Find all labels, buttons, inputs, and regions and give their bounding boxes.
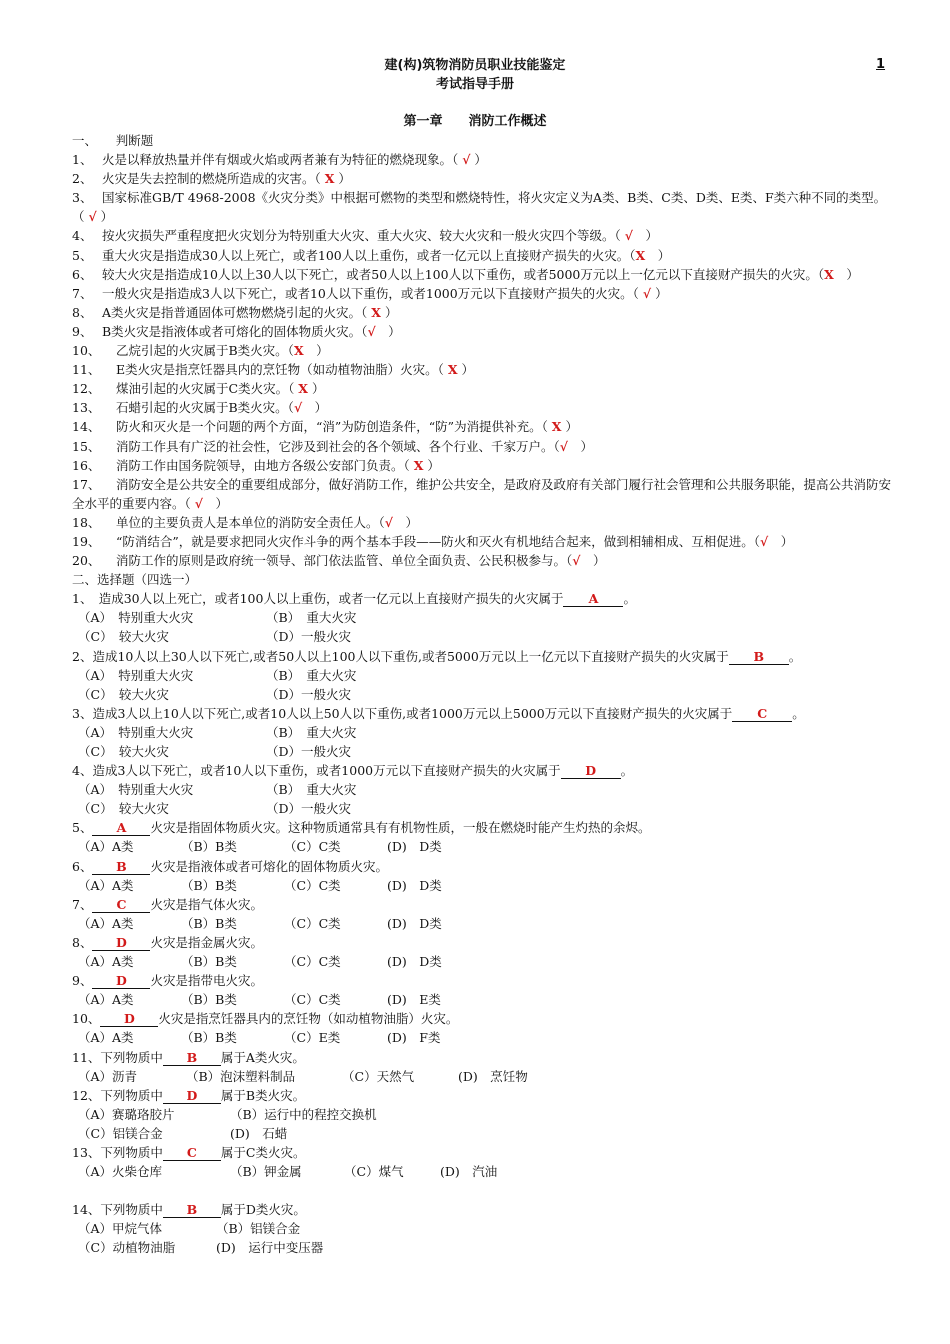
options-row: [72, 666, 892, 685]
section-heading-judgment: 一、 判断题: [72, 133, 154, 148]
option-item: （B）钾金属: [230, 1164, 302, 1180]
item-number: 16、: [72, 457, 101, 473]
item-text: 消防工作的原则是政府统一领导、部门依法监管、单位全面负责、公民积极参与。（: [116, 553, 573, 569]
option-item: （C）C类: [284, 992, 341, 1008]
question-suffix: 火灾是指气体火灾。: [150, 896, 263, 912]
document-title: 建(构)筑物消防员职业技能鉴定: [384, 58, 566, 73]
option-item: （C）铝镁合金: [78, 1125, 163, 1141]
option-item: (D) D类: [387, 839, 442, 855]
check-mark: √: [462, 152, 471, 168]
cross-mark: X: [447, 362, 458, 378]
question-stem: [72, 1200, 892, 1219]
options-row: [72, 990, 892, 1009]
item-tail: ）: [768, 533, 794, 549]
judgment-item: [72, 417, 892, 436]
judgment-item: [72, 150, 892, 169]
question-suffix: 属于D类火灾。: [220, 1202, 306, 1218]
question-prefix: 5、: [72, 820, 93, 836]
judgment-item: [72, 341, 892, 360]
question-prefix: 6、: [72, 858, 93, 874]
option-item: （C）C类: [284, 877, 341, 893]
item-number: 15、: [72, 438, 101, 454]
item-number: 4、: [72, 228, 93, 244]
judgment-item: [72, 303, 892, 322]
item-text: 按火灾损失严重程度把火灾划分为特别重大火灾、重大火灾、较大火灾和一般火灾四个等级。（: [102, 228, 625, 244]
question-suffix: 火灾是指烹饪器具内的烹饪物（如动植物油脂）火灾。: [158, 1011, 459, 1027]
options-row: [72, 914, 892, 933]
option-item: （B） 重大火灾: [266, 782, 357, 798]
item-text: E类火灾是指烹饪器具内的烹饪物（如动植物油脂）火灾。（: [116, 362, 448, 378]
question-stem: [72, 1143, 892, 1162]
check-mark: √: [572, 553, 581, 569]
item-text: B类火灾是指液体或者可熔化的固体物质火灾。（: [102, 323, 368, 339]
answer-blank: C: [92, 898, 150, 913]
option-item: （B） 重大火灾: [266, 667, 357, 683]
options-row: [72, 685, 892, 704]
item-tail: ）: [302, 400, 328, 416]
section-heading-choice: 二、选择题（四选一）: [72, 572, 198, 588]
options-row: [72, 1105, 892, 1124]
options-row: [72, 837, 892, 856]
item-text: A类火灾是指普通固体可燃物燃烧引起的火灾。（: [102, 304, 372, 320]
cross-mark: X: [298, 381, 308, 397]
answer-blank: B: [92, 860, 150, 875]
judgment-item: [72, 360, 892, 379]
question-prefix: 3、造成3人以上10人以下死亡,或者10人以上50人以下重伤,或者1000万元以上5000万元以下直接财产损失的火灾属于: [72, 705, 733, 721]
check-mark: √: [559, 438, 568, 454]
option-item: （B） 重大火灾: [266, 724, 357, 740]
question-stem: [72, 1086, 892, 1105]
option-item: (D) F类: [387, 1030, 441, 1046]
item-text: 防火和灭火是一个问题的两个方面，“消”为防创造条件，“防”为消提供补充。（: [116, 419, 552, 435]
item-tail: ）: [645, 247, 671, 263]
item-tail: ）: [380, 304, 398, 320]
item-number: 5、: [72, 247, 93, 263]
item-number: 11、: [72, 362, 101, 378]
options-row: [72, 1028, 892, 1047]
item-tail: ）: [423, 457, 440, 473]
item-number: 6、: [72, 266, 93, 282]
question-suffix: 火灾是指带电火灾。: [150, 973, 263, 989]
item-tail: ）: [567, 438, 593, 454]
question-suffix: 。: [623, 591, 636, 607]
option-item: （A）A类: [78, 839, 134, 855]
item-tail: ）: [580, 553, 606, 569]
item-number: 10、: [72, 343, 101, 359]
answer-blank: C: [163, 1146, 221, 1161]
option-item: （A）甲烷气体: [78, 1221, 163, 1237]
options-row: [72, 1162, 892, 1181]
question-stem: [72, 971, 892, 990]
item-text: 消防工作由国务院领导，由地方各级公安部门负责。（: [116, 457, 414, 473]
answer-blank: B: [163, 1203, 221, 1218]
option-item: （B）铝镁合金: [216, 1221, 301, 1237]
cross-mark: X: [371, 304, 381, 320]
item-tail: ）: [303, 343, 329, 359]
judgment-item: [72, 226, 892, 245]
option-item: （B） 重大火灾: [266, 610, 357, 626]
option-item: （D）一般火灾: [266, 686, 352, 702]
judgment-item: [72, 284, 892, 303]
option-item: (D) D类: [387, 877, 442, 893]
option-item: （A）A类: [78, 877, 134, 893]
option-item: （C）C类: [284, 915, 341, 931]
check-mark: √: [88, 209, 97, 225]
document-body: [72, 131, 892, 1257]
judgment-item: [72, 379, 892, 398]
item-text: 石蜡引起的火灾属于B类火灾。（: [116, 400, 294, 416]
check-mark: √: [760, 533, 769, 549]
option-item: （A）A类: [78, 915, 134, 931]
cross-mark: X: [293, 343, 304, 359]
question-prefix: 8、: [72, 934, 93, 950]
judgment-item: [72, 475, 892, 513]
judgment-item: [72, 265, 892, 284]
answer-blank: D: [92, 936, 150, 951]
options-row: [72, 1219, 892, 1238]
option-item: （A）沥青: [78, 1068, 138, 1084]
options-row: [72, 608, 892, 627]
option-item: （B）B类: [181, 1030, 237, 1046]
option-item: (D) 石蜡: [230, 1125, 288, 1141]
option-item: （C） 较大火灾: [78, 801, 169, 817]
judgment-item: [72, 456, 892, 475]
question-prefix: 4、造成3人以下死亡，或者10人以下重伤，或者1000万元以下直接财产损失的火灾属于: [72, 763, 561, 779]
question-prefix: 14、下列物质中: [72, 1202, 163, 1218]
option-item: （B）B类: [181, 992, 237, 1008]
option-item: （A） 特别重大火灾: [78, 724, 194, 740]
question-prefix: 13、下列物质中: [72, 1144, 163, 1160]
option-item: （A） 特别重大火灾: [78, 667, 194, 683]
cross-mark: X: [635, 247, 646, 263]
item-text: 单位的主要负责人是本单位的消防安全责任人。（: [116, 514, 385, 530]
item-text: 乙烷引起的火灾属于B类火灾。（: [116, 343, 294, 359]
option-item: （B）泡沫塑料制品: [186, 1068, 296, 1084]
option-item: （D）一般火灾: [266, 801, 352, 817]
option-item: （C）动植物油脂: [78, 1240, 176, 1256]
option-item: （A）A类: [78, 1030, 134, 1046]
item-tail: ）: [470, 152, 487, 168]
question-stem: [72, 1048, 892, 1067]
option-item: （C） 较大火灾: [78, 686, 169, 702]
question-suffix: 。: [620, 763, 634, 779]
document-subtitle: 考试指导手册: [435, 77, 514, 92]
item-number: 1、: [72, 152, 93, 168]
option-item: （B）B类: [181, 954, 237, 970]
judgment-item: [72, 532, 892, 551]
option-item: (D) 运行中变压器: [216, 1240, 324, 1256]
check-mark: √: [384, 514, 393, 530]
answer-blank: D: [163, 1089, 221, 1104]
question-suffix: 属于A类火灾。: [220, 1049, 305, 1065]
judgment-item: [72, 169, 892, 188]
option-item: (D) D类: [387, 954, 442, 970]
page-number: 1: [876, 57, 886, 72]
item-number: 9、: [72, 323, 93, 339]
option-item: （A）A类: [78, 954, 134, 970]
answer-blank: B: [729, 650, 789, 665]
judgment-item: [72, 437, 892, 456]
question-suffix: 火灾是指金属火灾。: [150, 934, 263, 950]
answer-blank: D: [561, 764, 621, 779]
option-item: （C）天然气: [342, 1068, 415, 1084]
judgment-item: [72, 398, 892, 417]
item-text: 消防工作具有广泛的社会性，它涉及到社会的各个领域、各个行业、千家万户。（: [116, 438, 560, 454]
question-stem: [72, 761, 892, 780]
options-row: [72, 742, 892, 761]
question-prefix: 9、: [72, 973, 93, 989]
option-item: （C）E类: [284, 1030, 341, 1046]
item-text: 国家标准GB/T 4968-2008《火灾分类》中根据可燃物的类型和燃烧特性，将火灾定义为A类、B类、C类、D类、E类、F类六种不同的类型。（: [72, 190, 887, 225]
question-stem: [72, 704, 892, 723]
check-mark: √: [367, 323, 376, 339]
item-tail: ）: [392, 514, 418, 530]
item-text: 消防安全是公共安全的重要组成部分，做好消防工作，维护公共安全，是政府及政府有关部门履行社会管理和公共服务职能，提高公共消防安全水平的重要内容。（: [72, 476, 892, 511]
question-prefix: 1、 造成30人以上死亡，或者100人以上重伤，或者一亿元以上直接财产损失的火灾属于: [72, 591, 564, 607]
question-stem: [72, 647, 892, 666]
item-text: 火灾是失去控制的燃烧所造成的灾害。（: [102, 171, 325, 187]
check-mark: √: [642, 285, 652, 301]
cross-mark: X: [413, 457, 424, 473]
question-prefix: 10、: [72, 1011, 101, 1027]
item-tail: ）: [457, 362, 475, 378]
chapter-heading: 第一章 消防工作概述: [403, 114, 547, 129]
item-text: 煤油引起的火灾属于C类火灾。（: [116, 381, 299, 397]
item-tail: ）: [202, 495, 228, 511]
answer-blank: D: [100, 1012, 158, 1027]
question-stem: [72, 933, 892, 952]
check-mark: √: [293, 400, 303, 416]
option-item: （C）煤气: [344, 1164, 404, 1180]
item-tail: ）: [632, 228, 658, 244]
item-text: 重大火灾是指造成30人以上死亡，或者100人以上重伤，或者一亿元以上直接财产损失的火灾。（: [102, 247, 636, 263]
answer-blank: B: [163, 1051, 221, 1066]
answer-blank: A: [563, 592, 623, 607]
item-number: 13、: [72, 400, 101, 416]
item-number: 20、: [72, 553, 101, 569]
item-tail: ）: [651, 285, 668, 301]
option-item: (D) 汽油: [440, 1164, 498, 1180]
question-stem: [72, 857, 892, 876]
question-suffix: 属于B类火灾。: [220, 1087, 306, 1103]
question-suffix: 火灾是指固体物质火灾。这种物质通常具有有机物性质，一般在燃烧时能产生灼热的余烬。: [150, 820, 651, 836]
judgment-item: [72, 322, 892, 341]
option-item: （B）B类: [181, 877, 237, 893]
question-suffix: 属于C类火灾。: [220, 1144, 306, 1160]
item-number: 3、: [72, 190, 93, 206]
options-row: [72, 952, 892, 971]
option-item: （C） 较大火灾: [78, 629, 169, 645]
question-stem: [72, 589, 892, 608]
option-item: （A）火柴仓库: [78, 1164, 163, 1180]
question-prefix: 7、: [72, 896, 93, 912]
option-item: （B）B类: [181, 839, 237, 855]
options-row: [72, 1238, 892, 1257]
judgment-item: [72, 551, 892, 570]
item-text: “防消结合”，就是要求把同火灾作斗争的两个基本手段——防火和灭火有机地结合起来，做到相辅相成、互相促进。（: [116, 533, 761, 549]
answer-blank: A: [92, 821, 150, 836]
option-item: （C）C类: [284, 839, 341, 855]
option-item: （A） 特别重大火灾: [78, 610, 194, 626]
item-text: 较大火灾是指造成10人以上30人以下死亡，或者50人以上100人以下重伤，或者5000万元以上一亿元以下直接财产损失的火灾。（: [102, 266, 825, 282]
item-tail: ）: [833, 266, 859, 282]
judgment-item: [72, 246, 892, 265]
option-item: （D）一般火灾: [266, 629, 352, 645]
blank-line: [72, 1181, 892, 1200]
answer-blank: C: [732, 707, 792, 722]
option-item: (D) D类: [387, 915, 442, 931]
item-number: 19、: [72, 533, 101, 549]
item-text: 火是以释放热量并伴有烟或火焰或两者兼有为特征的燃烧现象。（: [102, 152, 463, 168]
item-number: 12、: [72, 381, 101, 397]
check-mark: √: [624, 228, 633, 244]
option-item: （C） 较大火灾: [78, 744, 169, 759]
cross-mark: X: [824, 266, 834, 282]
item-number: 7、: [72, 285, 93, 301]
judgment-item: [72, 188, 892, 226]
option-item: （B）B类: [181, 915, 237, 931]
options-row: [72, 723, 892, 742]
options-row: [72, 799, 892, 818]
option-item: （D）一般火灾: [266, 744, 352, 759]
question-prefix: 12、下列物质中: [72, 1087, 163, 1103]
question-prefix: 2、造成10人以上30人以下死亡,或者50人以上100人以下重伤,或者5000万元以上一亿元以下直接财产损失的火灾属于: [72, 648, 729, 664]
option-item: （A）赛璐珞胶片: [78, 1106, 175, 1122]
item-text: 一般火灾是指造成3人以下死亡，或者10人以下重伤，或者1000万元以下直接财产损失的火灾。（: [102, 285, 643, 301]
question-stem: [72, 1009, 892, 1028]
item-number: 18、: [72, 514, 101, 530]
question-suffix: 。: [792, 705, 805, 721]
option-item: （C）C类: [284, 954, 341, 970]
judgment-item: [72, 513, 892, 532]
options-row: [72, 1067, 892, 1086]
options-row: [72, 780, 892, 799]
item-number: 2、: [72, 171, 93, 187]
item-number: 14、: [72, 419, 101, 435]
question-stem: [72, 818, 892, 837]
cross-mark: X: [324, 171, 335, 187]
option-item: （B）运行中的程控交换机: [230, 1106, 377, 1122]
check-mark: √: [194, 495, 203, 511]
cross-mark: X: [551, 419, 562, 435]
item-number: 8、: [72, 304, 93, 320]
item-tail: ）: [375, 323, 401, 339]
item-tail: ）: [334, 171, 351, 187]
option-item: (D) E类: [387, 992, 441, 1008]
options-row: [72, 1124, 892, 1143]
item-tail: ）: [96, 209, 114, 225]
option-item: （A） 特别重大火灾: [78, 782, 194, 798]
question-suffix: 。: [788, 648, 802, 664]
question-stem: [72, 895, 892, 914]
question-suffix: 火灾是指液体或者可熔化的固体物质火灾。: [150, 858, 388, 874]
answer-blank: D: [92, 974, 150, 989]
question-prefix: 11、下列物质中: [72, 1049, 163, 1065]
option-item: (D) 烹饪物: [458, 1068, 528, 1084]
item-tail: ）: [308, 381, 325, 397]
option-item: （A）A类: [78, 992, 134, 1008]
options-row: [72, 876, 892, 895]
item-number: 17、: [72, 476, 101, 492]
options-row: [72, 627, 892, 646]
item-tail: ）: [561, 419, 578, 435]
